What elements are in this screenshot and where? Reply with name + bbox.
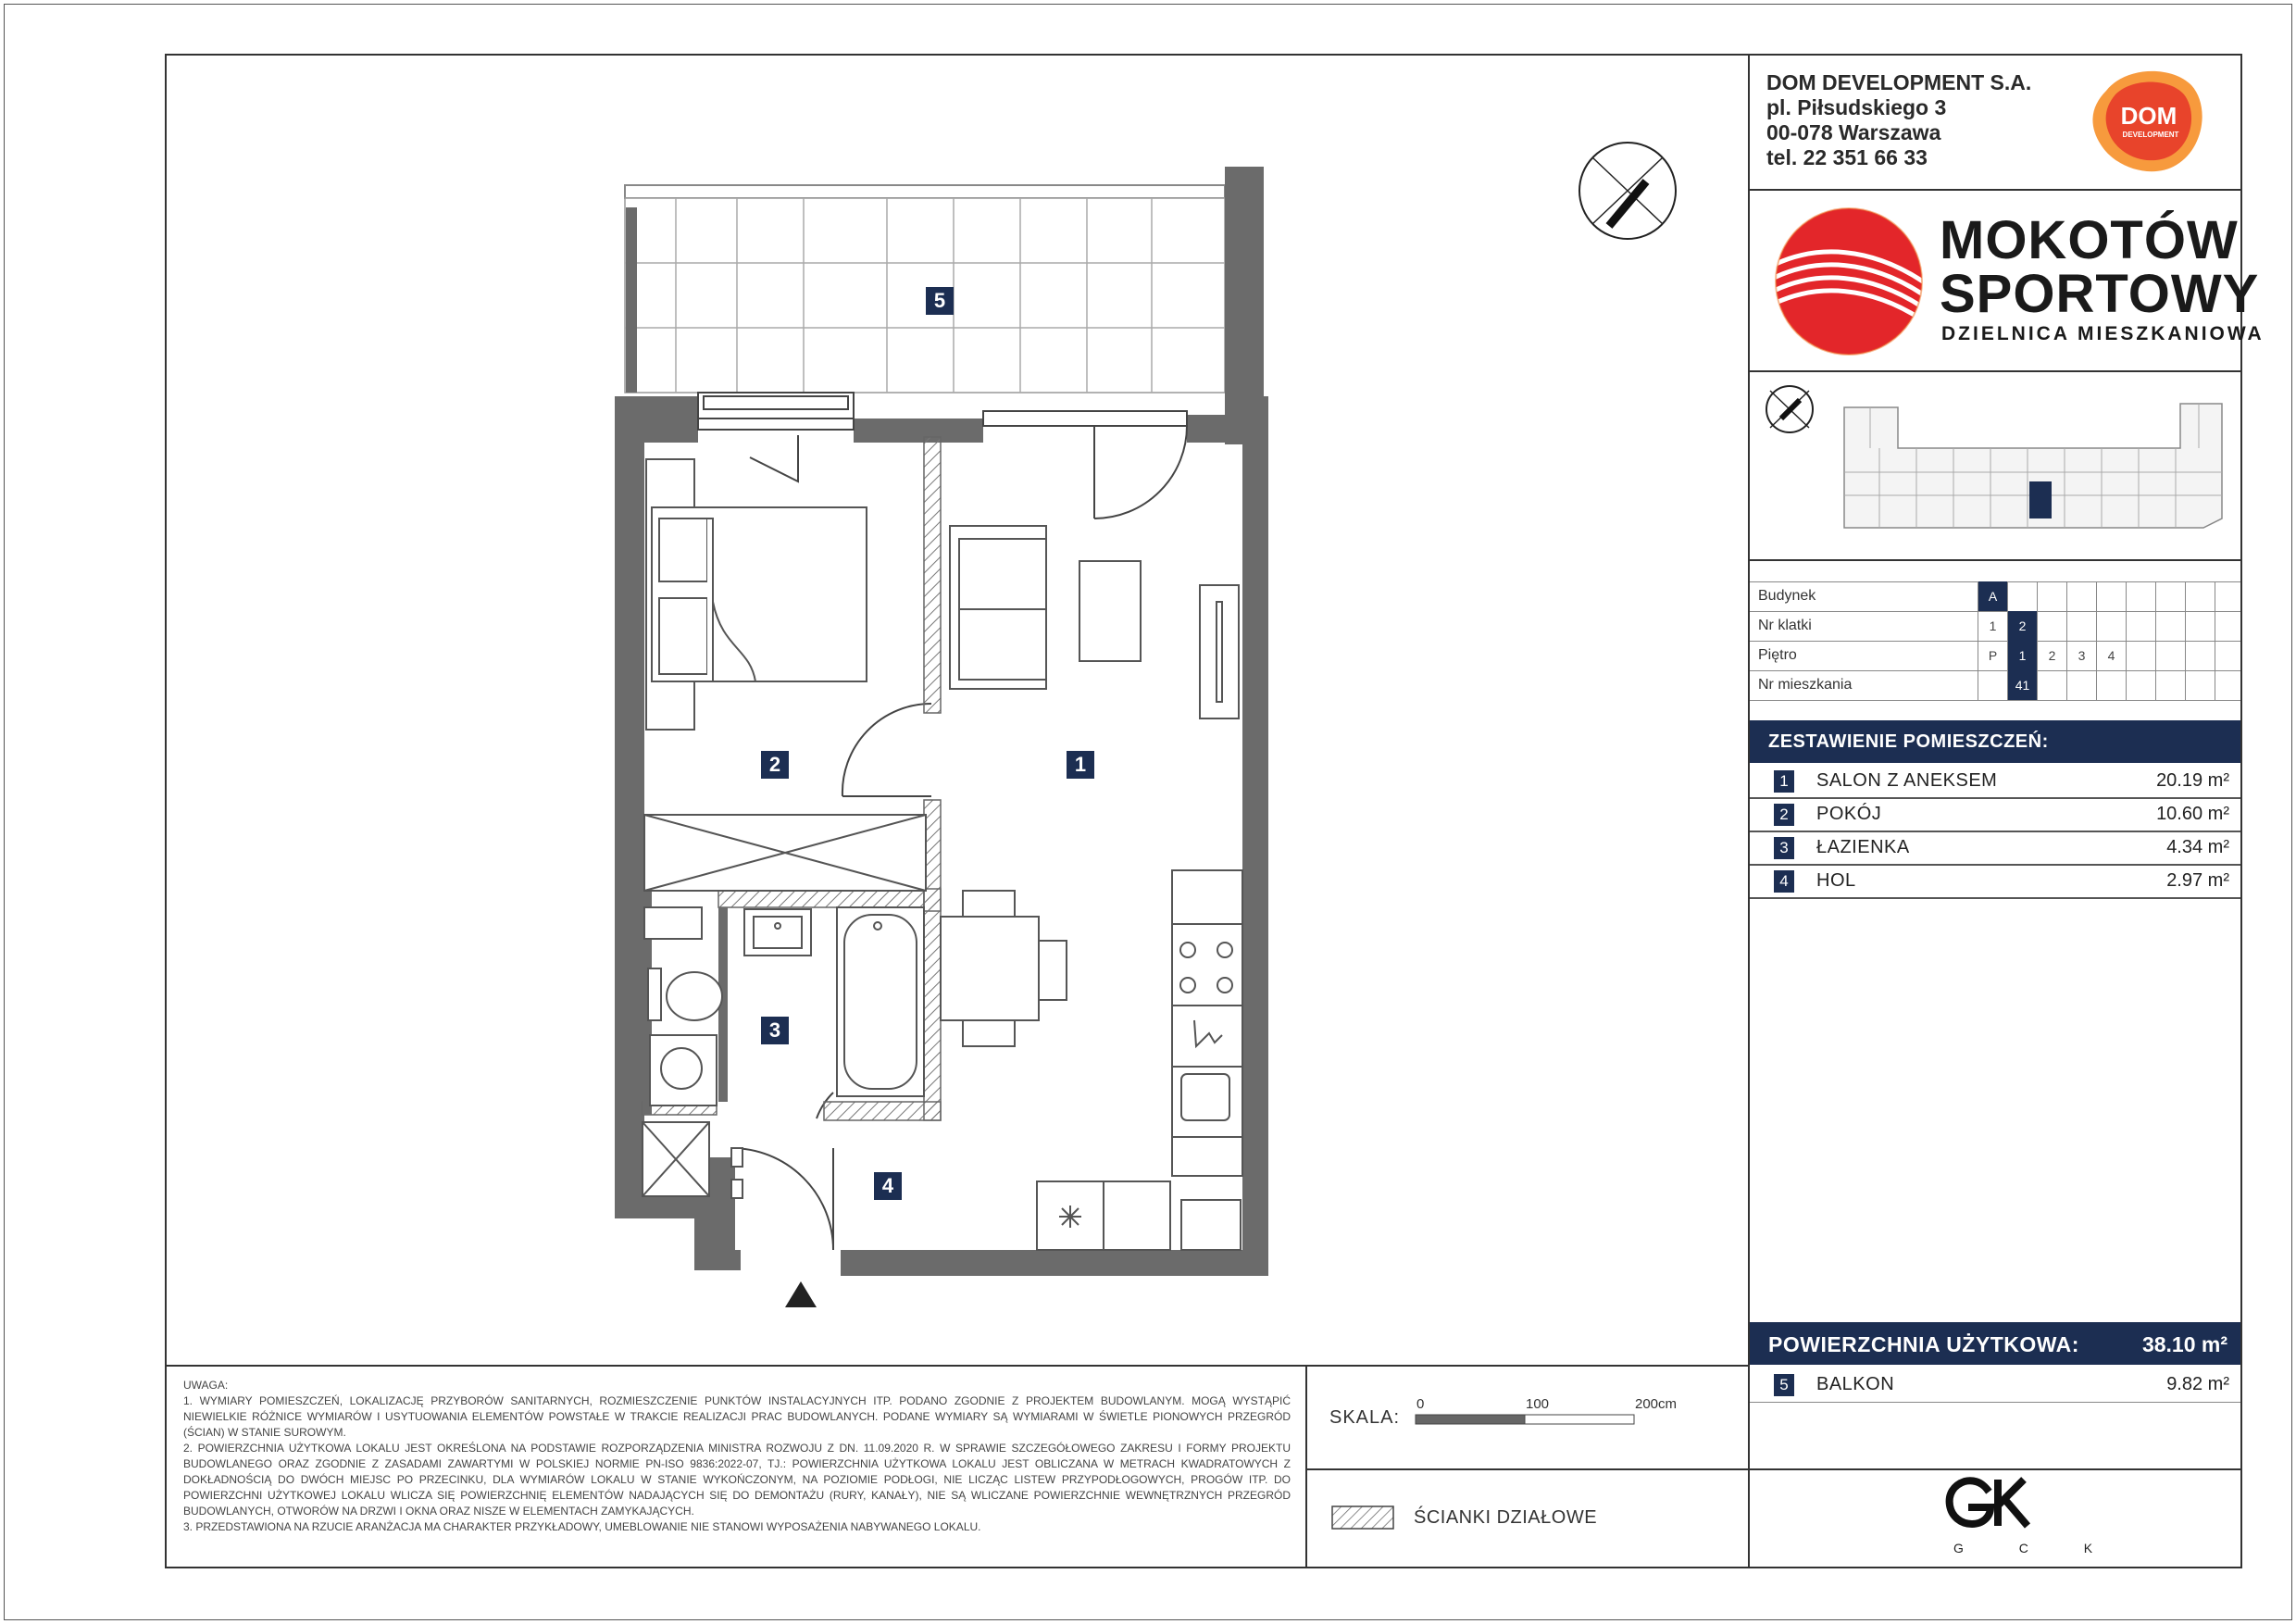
scale-legend-divider (1305, 1468, 1750, 1470)
info-cell (2037, 611, 2066, 641)
info-cell (2096, 581, 2126, 611)
info-cell: 1 (1978, 611, 2007, 641)
info-cell (2126, 611, 2155, 641)
company-name: DOM DEVELOPMENT S.A. (1766, 70, 2032, 94)
gck-logo (1944, 1476, 2046, 1537)
info-cell: 3 (2066, 641, 2096, 670)
brand-title-line1: MOKOTÓW (1940, 210, 2239, 270)
company-address1: pl. Piłsudskiego 3 (1766, 95, 1947, 119)
info-row (1750, 581, 2240, 612)
scale-tick-100: 100 (1526, 1396, 1550, 1412)
info-cell (2126, 670, 2155, 700)
dom-logo-subtext: DEVELOPMENT (2122, 131, 2179, 139)
scale-tick-0: 0 (1416, 1396, 1425, 1412)
company-divider (1748, 189, 2242, 191)
info-row (1750, 611, 2240, 642)
company-address2: 00-078 Warszawa (1766, 120, 1941, 144)
info-cell: 41 (2007, 670, 2037, 700)
dom-logo-text: DOM (2120, 102, 2177, 130)
balcony-name: BALKON (1816, 1374, 1895, 1394)
bottom-right-divider (1748, 1468, 2242, 1470)
balcony-num: 5 (1774, 1374, 1794, 1396)
balcony-row (1750, 1368, 2240, 1401)
company-info (1766, 70, 2031, 170)
gck-letters: G C K (1953, 1541, 2119, 1555)
room-area: 2.97 m² (2166, 870, 2229, 891)
info-cell (2215, 670, 2244, 700)
keyplan-highlight (2029, 481, 2052, 518)
floor-plan (611, 148, 1296, 1333)
brand-subtitle: DZIELNICA MIESZKANIOWA (1941, 323, 2265, 344)
north-arrow-icon (1574, 137, 1681, 244)
brand-divider (1748, 370, 2242, 372)
keyplan (1759, 380, 2240, 556)
mokotow-logo (1773, 206, 1926, 358)
plan-label-2: 2 (761, 751, 789, 779)
note-1: 1. WYMIARY POMIESZCZEŃ, LOKALIZACJĘ PRZYBORÓW SANITARNYCH, ROZMIESZCZENIE PUNKTÓW INSTALACYJNYCH ITP. PODANO ZGODNIE Z PROJEKTEM BUDOWLANYM. MOGĄ WYSTĄPIĆ NIEWIELKIE RÓŻNICE WYMIARÓW I USYTUOWANIA ELEMENTÓW POWSTAŁE W TRAKCIE REALIZACJI PRAC BUDOWLANYCH. PODANE WYMIARY SĄ WYMIARAMI W ŚWIETLE PIONOWYCH PRZEGRÓD (ŚCIAN) W STANIE SUROWYM. (183, 1394, 1291, 1439)
info-cell (2185, 641, 2215, 670)
keyplan-north-icon (1766, 386, 1813, 432)
info-cell (2037, 581, 2066, 611)
scale-divider (1305, 1365, 1307, 1568)
room-area: 20.19 m² (2156, 770, 2229, 791)
scale-tick-200: 200cm (1635, 1396, 1678, 1412)
info-cell (2066, 611, 2096, 641)
note-2: 2. POWIERZCHNIA UŻYTKOWA LOKALU JEST OKREŚLONA NA PODSTAWIE ROZPORZĄDZENIA MINISTRA ROZWOJU Z DN. 11.09.2020 R. W SPRAWIE SZCZEGÓŁOWEGO ZAKRESU I FORMY PROJEKTU BUDOWLANEGO ORAZ ZGODNIE Z ZASADAMI ZAWARTYMI W POLSKIEJ NORMIE PN-ISO 9836:2022-07, TJ.: POWIERZCHNIA UŻYTKOWA LOKALU JEST OBLICZANA W METRACH KWADRATOWYCH Z DOKŁADNOŚCIĄ DO DWÓCH MIEJSC PO PRZECINKU, DLA WYMIARÓW LOKALU W STANIE WYKOŃCZONYM, NA POZIOMIE PODŁOGI, NIE LICZĄC LISTEW PRZYPODŁOGOWYCH, PROGÓW ITP. DO POWIERZCHNI UŻYTKOWEJ LOKALU WLICZA SIĘ POWIERZCHNIĘ ELEMENTÓW NADAJĄCYCH SIĘ DO DEMONTAŻU (RURY, KANAŁY), NIE SĄ WLICZANE POWIERZCHNIE WEWNĘTRZNYCH PRZEGRÓD BUDOWLANYCH, OTWORÓW NA DRZWI I OKNA ORAZ NISZE W ELEMENTACH ZAMYKAJĄCYCH. (183, 1442, 1291, 1518)
info-cell: P (1978, 641, 2007, 670)
bathroom-fixtures (643, 907, 924, 1198)
total-area-value: 38.10 m² (2141, 1332, 2227, 1356)
balcony-area: 9.82 m² (2166, 1374, 2229, 1394)
dom-logo (2088, 65, 2208, 174)
info-cell (2155, 611, 2185, 641)
info-cell (2155, 670, 2185, 700)
notes-divider (165, 1365, 1750, 1367)
total-area-bar (1750, 1322, 2240, 1365)
info-label: Piętro (1758, 647, 1797, 663)
info-cell (2126, 581, 2155, 611)
brand-title-line2: SPORTOWY (1940, 264, 2260, 324)
info-cell (2215, 641, 2244, 670)
entrance-arrow-icon (785, 1281, 817, 1307)
info-label: Budynek (1758, 588, 1816, 604)
total-area-label: POWIERZCHNIA UŻYTKOWA: (1768, 1332, 2079, 1356)
info-cell (2215, 611, 2244, 641)
room-num: 4 (1774, 870, 1794, 893)
legend-partition-walls: ŚCIANKI DZIAŁOWE (1414, 1507, 1598, 1528)
room-area: 10.60 m² (2156, 804, 2229, 824)
info-cell: 2 (2037, 641, 2066, 670)
company-phone: tel. 22 351 66 33 (1766, 145, 1928, 169)
info-cell (2037, 670, 2066, 700)
rooms-heading (1750, 720, 2240, 763)
hatch-legend-icon (1331, 1505, 1394, 1530)
plan-label-4: 4 (874, 1172, 902, 1200)
plan-label-1: 1 (1067, 751, 1094, 779)
info-cell: 1 (2007, 641, 2037, 670)
info-cell (2066, 581, 2096, 611)
note-3: 3. PRZEDSTAWIONA NA RZUCIE ARANŻACJA MA CHARAKTER PRZYKŁADOWY, UMEBLOWANIE NIE STANOWI WYPOSAŻENIA NABYWANEGO LOKALU. (183, 1520, 981, 1533)
room-name: ŁAZIENKA (1816, 837, 1910, 857)
room-row (1750, 865, 2240, 899)
scale-label: SKALA: (1329, 1407, 1401, 1428)
info-cell (2155, 581, 2185, 611)
bedroom-furniture (644, 459, 926, 939)
room-name: HOL (1816, 870, 1856, 891)
info-cell (2185, 581, 2215, 611)
room-row (1750, 765, 2240, 799)
info-cell (2126, 641, 2155, 670)
scale-bar (1415, 1413, 1637, 1426)
notes-heading: UWAGA: (183, 1379, 229, 1392)
info-cell (2185, 670, 2215, 700)
info-cell (2185, 611, 2215, 641)
info-cell: A (1978, 581, 2007, 611)
room-row (1750, 798, 2240, 832)
info-cell (2155, 641, 2185, 670)
info-cell (2096, 611, 2126, 641)
info-cell (2007, 581, 2037, 611)
room-name: SALON Z ANEKSEM (1816, 770, 1998, 791)
room-area: 4.34 m² (2166, 837, 2229, 857)
plan-label-5: 5 (926, 287, 954, 315)
rooms-heading-text: ZESTAWIENIE POMIESZCZEŃ: (1768, 731, 2049, 752)
info-label: Nr mieszkania (1758, 677, 1853, 693)
room-num: 1 (1774, 770, 1794, 793)
info-cell (2215, 581, 2244, 611)
plan-label-3: 3 (761, 1017, 789, 1044)
keyplan-divider (1748, 559, 2242, 561)
info-label: Nr klatki (1758, 618, 1812, 633)
info-cell: 2 (2007, 611, 2037, 641)
room-row (1750, 831, 2240, 866)
room-name: POKÓJ (1816, 804, 1882, 824)
room-num: 3 (1774, 837, 1794, 859)
info-cell: 4 (2096, 641, 2126, 670)
info-row (1750, 670, 2240, 701)
room-num: 2 (1774, 804, 1794, 826)
balcony-underline (1750, 1402, 2240, 1403)
info-cell (2066, 670, 2096, 700)
notes (183, 1378, 1291, 1535)
living-furniture (941, 526, 1242, 1250)
info-cell (2096, 670, 2126, 700)
info-cell (1978, 670, 2007, 700)
info-row (1750, 641, 2240, 671)
